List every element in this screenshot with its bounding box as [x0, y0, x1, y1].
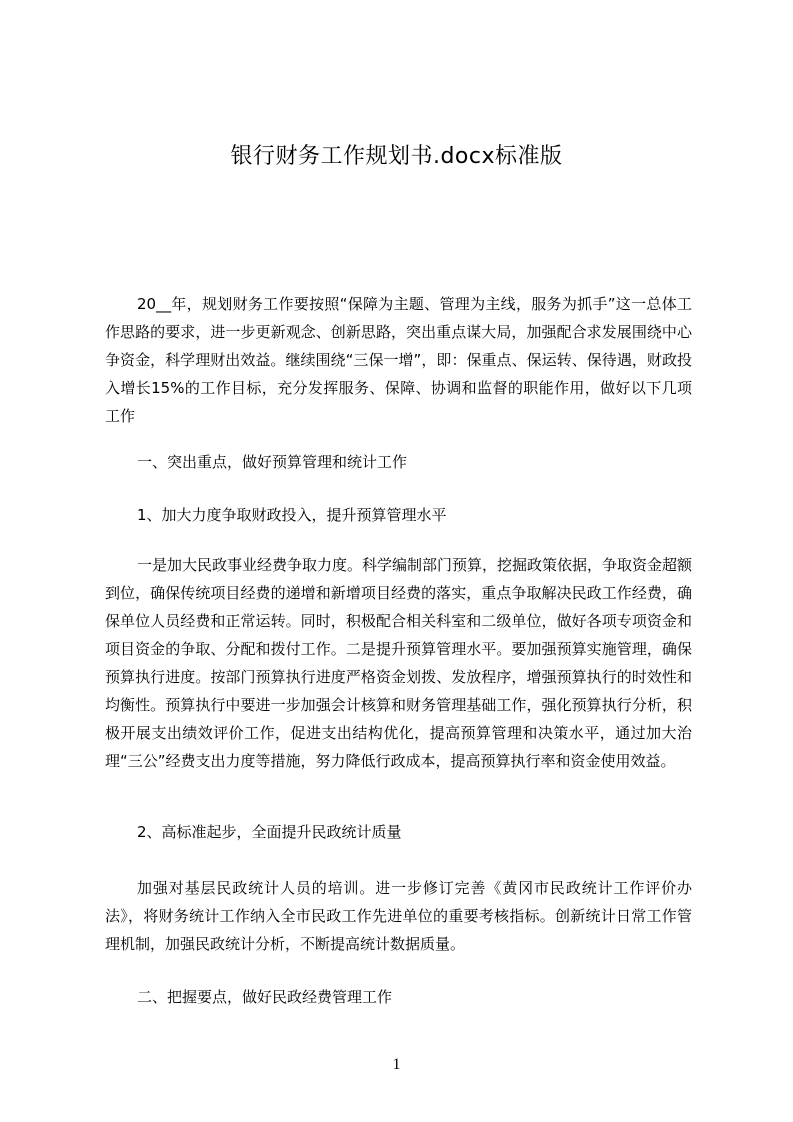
- budget-paragraph: 一是加大民政事业经费争取力度。科学编制部门预算，挖掘政策依据，争取资金超额到位，确保传统项目经费的递增和新增项目经费的落实，重点争取解决民政工作经费，确保单位人员经费和正常运转。同时，积极配合相关科室和二级单位，做好各项专项资金和项目资金的争取、分配和拨付工作。二是提升预算管理水平。要加强预算实施管理，确保预算执行进度。按部门预算执行进度严格资金划拨、发放程序，增强预算执行的时效性和均衡性。预算执行中要进一步加强会计核算和财务管理基础工作，强化预算执行分析，积极开展支出绩效评价工作，促进支出结构优化，提高预算管理和决策水平，通过加大治理“三公”经费支出力度等措施，努力降低行政成本，提高预算执行率和资金使用效益。: [105, 556, 693, 770]
- statistics-paragraph: 加强对基层民政统计人员的培训。进一步修订完善《黄冈市民政统计工作评价办法》，将财务统计工作纳入全市民政工作先进单位的重要考核指标。创新统计日常工作管理机制，加强民政统计分析，不断提高统计数据质量。: [105, 879, 692, 953]
- document-title: 银行财务工作规划书.docx标准版: [230, 144, 563, 169]
- section-heading-2: 二、把握要点，做好民政经费管理工作: [137, 988, 393, 1006]
- section-heading-1: 一、突出重点，做好预算管理和统计工作: [137, 453, 408, 471]
- page-number: 1: [392, 1056, 401, 1073]
- intro-paragraph: 20__年，规划财务工作要按照“保障为主题、管理为主线，服务为抓手”这一总体工作思路的要求，进一步更新观念、创新思路，突出重点谋大局，加强配合求发展围绕中心争资金，科学理财出效益。继续围绕“三保一增”，即：保重点、保运转、保待遇，财政投入增长15%的工作目标，充分发挥服务、保障、协调和监督的职能作用，做好以下几项工作: [105, 295, 692, 425]
- subsection-heading-1: 1、加大力度争取财政投入，提升预算管理水平: [137, 506, 447, 524]
- subsection-heading-2: 2、高标准起步，全面提升民政统计质量: [137, 823, 402, 841]
